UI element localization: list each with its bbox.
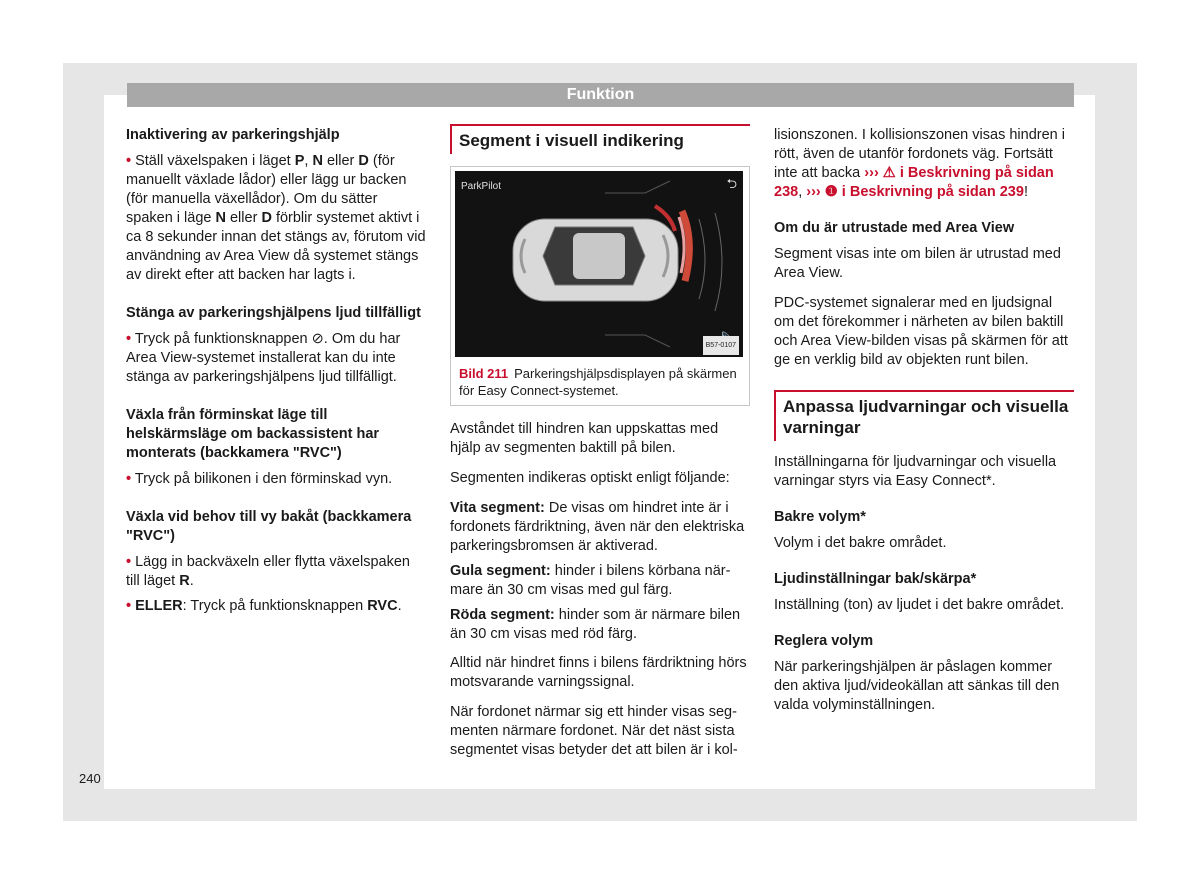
heading-adjust-volume: Reglera volym	[774, 633, 874, 649]
section-header: Funktion	[127, 83, 1074, 107]
bullet-icon: •	[126, 598, 132, 614]
definition-yellow: Gula segment: hinder i bilens körbana närmare än 30 cm visas med gul färg.	[450, 563, 731, 598]
paragraph-mute: • Tryck på funktionsknappen ⊘. Om du har Area View-systemet installerat kan du inte stänga av parkeringshjälpens ljud tillfälligt.	[126, 331, 401, 385]
definition-white: Vita segment: De visas om hindret inte är i fordonets färdriktning, även när den elektriska parkeringsbromsen är aktiverad.	[450, 500, 745, 554]
back-icon: ⮌	[726, 176, 737, 191]
heading-fullscreen: Växla från förminskat läge till helskärmsläge om backassistent har monterats (backkamera "RVC")	[126, 407, 380, 461]
paragraph-fullscreen: • Tryck på bilikonen i den förminskad vyn.	[126, 471, 393, 487]
paragraph-deactivation: • Ställ växelspaken i läget P, N eller D (för manuellt växlade lådor) eller lägg ur backen (för manuella växellådor). Om du sätter spaken i läge N eller D förblir systemet aktivt i ca 8 sekunder innan det stängs av, förutom vid användning av Area View då systemet stängs av direkt efter att backen har lagts i.	[126, 153, 426, 283]
paragraph-sound-settings: Inställning (ton) av ljudet i det bakre området.	[774, 597, 1065, 613]
heading-rear-view: Växla vid behov till vy bakåt (backkamera "RVC")	[126, 509, 412, 544]
paragraph-segments-intro: Segmenten indikeras optiskt enligt följande:	[450, 470, 730, 486]
parkpilot-screen	[455, 171, 743, 357]
paragraph-pdc: PDC-systemet signalerar med en ljudsignal om det förekommer i närheten av bilen baktill och Area View-bilden visas på skärmen för att ge en verklig bild av objekten runt bilen.	[774, 295, 1068, 368]
column-right	[774, 126, 1074, 726]
paragraph-signal: Alltid när hindret finns i bilens färdriktning hörs motsvarande varningssignal.	[450, 655, 747, 690]
section-title-warnings: Anpassa ljudvarningar och visuella varningar	[774, 390, 1074, 441]
heading-sound-settings: Ljudinställningar bak/skärpa*	[774, 571, 977, 587]
reference-link-239[interactable]: ››› ❶ i Beskrivning på sidan 239	[806, 184, 1024, 200]
figure-caption: Bild 211 Parkeringshjälpsdisplayen på skärmen för Easy Connect-systemet.	[459, 366, 737, 398]
paragraph-rear-volume: Volym i det bakre området.	[774, 535, 947, 551]
paragraph-approach: När fordonet närmar sig ett hinder visas segmenten närmare fordonet. När det näst sista segmentet visas betyder det att bilen är i kol-	[450, 704, 738, 758]
figure-code: B57-0107	[703, 336, 739, 355]
paragraph-distance: Avståndet till hindren kan uppskattas med hjälp av segmenten baktill på bilen.	[450, 421, 719, 456]
reference-link-238[interactable]: ››› ⚠ i Beskrivning på sidan 238	[774, 165, 1054, 200]
segment-definitions	[450, 499, 750, 644]
paragraph-adjust-volume: När parkeringshjälpen är påslagen kommer den aktiva ljud/videokällan att sänkas till den valda volyminställningen.	[774, 659, 1060, 713]
page-number: 240	[79, 771, 101, 786]
bullet-icon: •	[126, 471, 132, 487]
paragraph-or: • ELLER: Tryck på funktionsknappen RVC.	[126, 598, 402, 614]
bullet-icon: •	[126, 554, 132, 570]
heading-area-view: Om du är utrustade med Area View	[774, 220, 1015, 236]
heading-deactivation: Inaktivering av parkeringshjälp	[126, 127, 340, 143]
paragraph-rear-view: • Lägg in backväxeln eller flytta växelspaken till läget R.	[126, 554, 410, 589]
definition-red: Röda segment: hinder som är närmare bilen än 30 cm visas med röd färg.	[450, 607, 741, 642]
paragraph-settings: Inställningarna för ljudvarningar och visuella varningar styrs via Easy Connect*.	[774, 454, 1057, 489]
figure-number: Bild 211	[459, 366, 509, 381]
bullet-icon: •	[126, 153, 132, 169]
screen-label: ParkPilot	[461, 181, 502, 192]
column-middle	[450, 126, 750, 771]
heading-rear-volume: Bakre volym*	[774, 509, 866, 525]
paragraph-collision: lisionszonen. I kollisionszonen visas hindren i rött, även de utanför fordonets väg. Fortsätt inte att backa ››› ⚠ i Beskrivning på sidan 238, ››› ❶ i Beskrivning på sidan 239!	[774, 127, 1065, 200]
figure-parkpilot	[450, 166, 750, 406]
car-illustration	[455, 171, 743, 357]
heading-mute: Stänga av parkeringshjälpens ljud tillfälligt	[126, 305, 421, 321]
bullet-icon: •	[126, 331, 132, 347]
paragraph-area-view: Segment visas inte om bilen är utrustad med Area View.	[774, 246, 1061, 281]
section-title-segments: Segment i visuell indikering	[450, 124, 750, 154]
column-left	[126, 126, 426, 627]
